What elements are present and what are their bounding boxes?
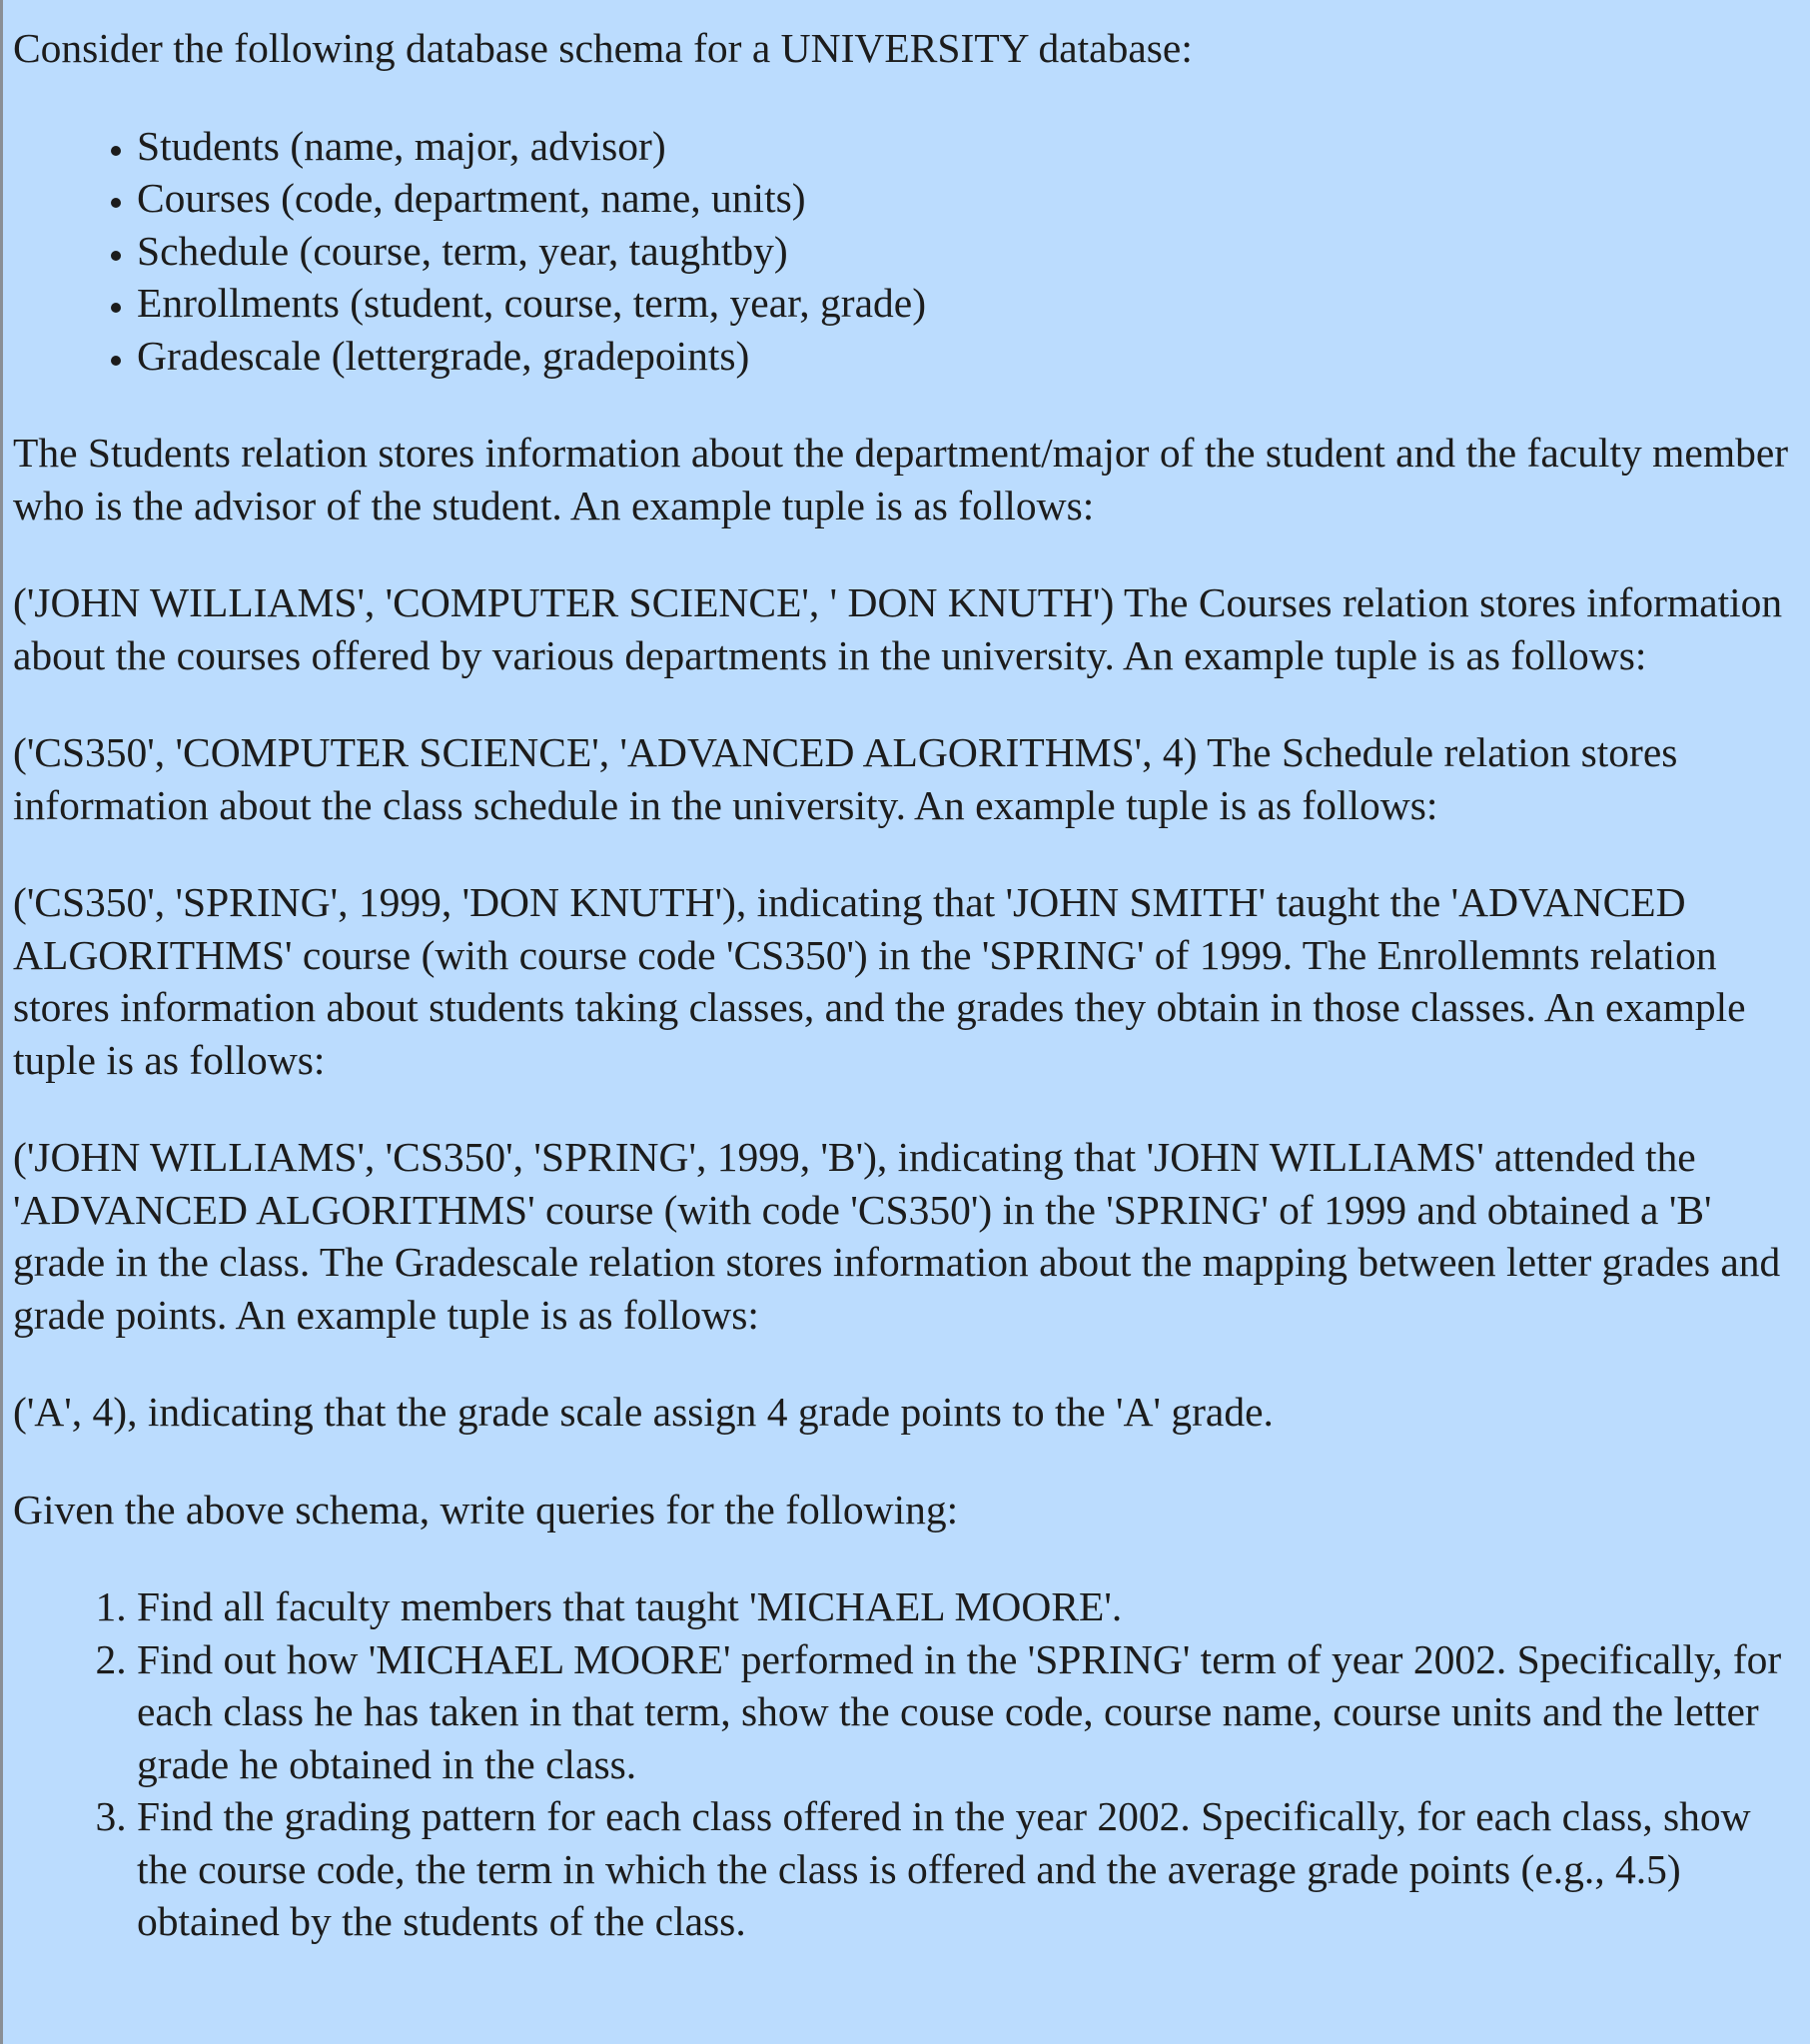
questions-list [13,1580,1800,1948]
schema-item-schedule: • Schedule (course, term, year, taughtby) [137,225,1800,278]
intro-paragraph: Consider the following database schema for a UNIVERSITY database: [13,25,1193,71]
question-item-3: 3. Find the grading pattern for each class offered in the year 2002. Specifically, for each class, show the course code, the term in which the class is offered and the average grade points (e.g., 4.5) obtained by the students of the class. [137,1790,1800,1948]
gradescale-relation-paragraph: ('JOHN WILLIAMS', 'CS350', 'SPRING', 1999, 'B'), indicating that 'JOHN WILLIAMS' attended the 'ADVANCED ALGORITHMS' course (with code 'CS350') in the 'SPRING' of 1999 and obtained a 'B' grade in the class. The Gradescale relation stores information about the mapping between letter grades and grade points. An example tuple is as follows: [13,1134,1781,1338]
question-item-2: 2. Find out how 'MICHAEL MOORE' performed in the 'SPRING' term of year 2002. Specifically, for each class he has taken in that term, show the couse code, course name, course units and the letter grade he obtained in the class. [137,1633,1800,1791]
gradescale-example-paragraph: ('A', 4), indicating that the grade scale assign 4 grade points to the 'A' grade. [13,1389,1274,1435]
schema-list [13,120,1800,383]
schema-item-enrollments: • Enrollments (student, course, term, year, grade) [137,277,1800,330]
schema-item-gradescale: • Gradescale (lettergrade, gradepoints) [137,330,1800,383]
students-relation-paragraph: The Students relation stores information about the department/major of the student and the faculty member who is the advisor of the student. An example tuple is as follows: [13,430,1789,528]
schema-item-courses: • Courses (code, department, name, units) [137,172,1800,225]
enrollments-relation-paragraph: ('CS350', 'SPRING', 1999, 'DON KNUTH'), indicating that 'JOHN SMITH' taught the 'ADVANCED ALGORITHMS' course (with course code 'CS350') in the 'SPRING' of 1999. The Enrollemnts relation stores information about students taking classes, and the grades they obtain in those classes. An example tuple is as follows: [13,879,1746,1083]
schema-item-students: • Students (name, major, advisor) [137,120,1800,173]
task-intro-paragraph: Given the above schema, write queries for the following: [13,1486,959,1533]
question-item-1: 1. Find all faculty members that taught 'MICHAEL MOORE'. [137,1580,1800,1633]
schedule-relation-paragraph: ('CS350', 'COMPUTER SCIENCE', 'ADVANCED ALGORITHMS', 4) The Schedule relation stores information about the class schedule in the university. An example tuple is as follows: [13,729,1678,828]
courses-relation-paragraph: ('JOHN WILLIAMS', 'COMPUTER SCIENCE', ' DON KNUTH') The Courses relation stores information about the courses offered by various departments in the university. An example tuple is as follows: [13,579,1783,678]
